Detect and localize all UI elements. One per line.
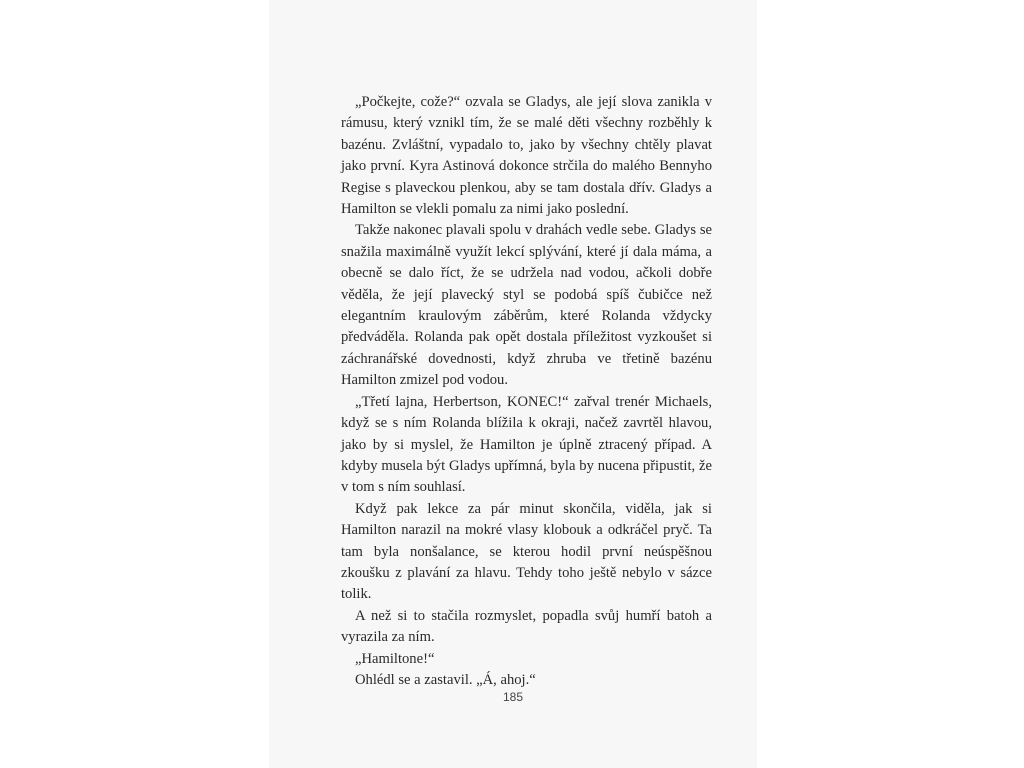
paragraph: Když pak lekce za pár minut skončila, viděla, jak si Hamilton narazil na mokré vlasy klobouk a odkráčel pryč. Ta tam byla nonšalance, se kterou hodil první neúspěšnou zkoušku z plavání za hlavu. Tehdy toho ještě nebylo v sázce tolik. [341,500,712,603]
book-page [269,0,757,768]
paragraph: „Hamiltone!“ [355,650,435,667]
page-number: 185 [502,690,524,704]
body-text [341,92,712,691]
paragraph: „Třetí lajna, Herbertson, KONEC!“ zařval trenér Michaels, když se s ním Rolanda blížila k okraji, načež zavrtěl hlavou, jako by si myslel, že Hamilton je úplně ztracený případ. A kdyby musela být Gladys upřímná, byla by nucena připustit, že v tom s ním souhlasí. [341,393,712,496]
paragraph: Ohlédl se a zastavil. „Á, ahoj.“ [355,671,536,688]
paragraph: Takže nakonec plavali spolu v drahách vedle sebe. Gladys se snažila maximálně využít lekcí splývání, které jí dala máma, a obecně se dalo říct, že se udržela nad vodou, ačkoli dobře věděla, že její plavecký styl se podobá spíš čubičce než elegantním kraulovým záběrům, které Rolanda vždycky předváděla. Rolanda pak opět dostala příležitost vyzkoušet si záchranářské dovednosti, když zhruba ve třetině bazénu Hamilton zmizel pod vodou. [341,222,712,389]
paragraph: „Počkejte, cože?“ ozvala se Gladys, ale její slova zanikla v rámusu, který vznikl tím, že se malé děti všechny rozběhly k bazénu. Zvláštní, vypadalo to, jako by všechny chtěly plavat jako první. Kyra Astinová dokonce strčila do malého Bennyho Regise s plaveckou plenkou, aby se tam dostala dřív. Gladys a Hamilton se vlekli pomalu za nimi jako poslední. [341,94,712,218]
paragraph: A než si to stačila rozmyslet, popadla svůj humří batoh a vyrazila za ním. [341,607,712,646]
